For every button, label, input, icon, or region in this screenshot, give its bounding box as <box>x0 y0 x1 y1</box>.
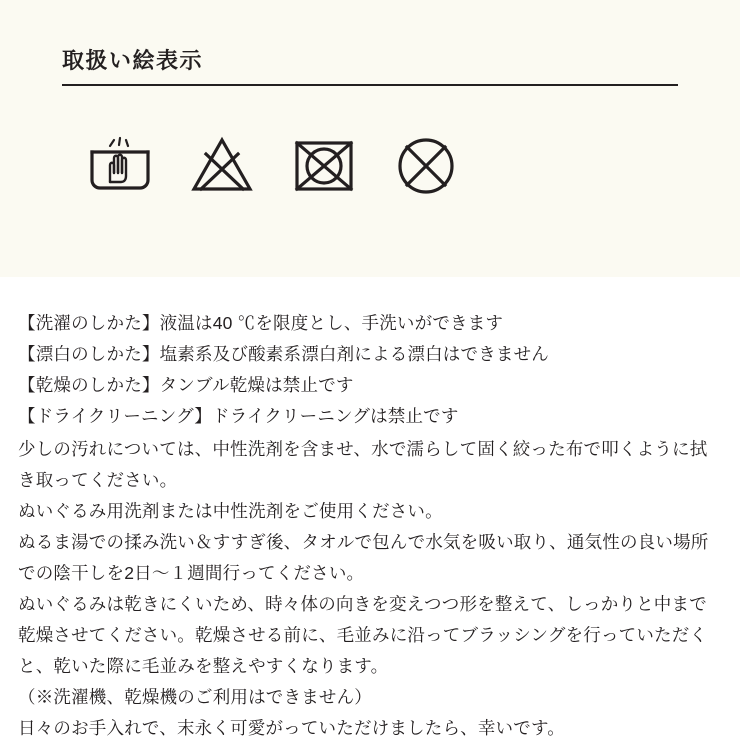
note-paragraph: ぬいぐるみは乾きにくいため、時々体の向きを変えつつ形を整えて、しっかりと中まで乾燥させてください。乾燥させる前に、毛並みに沿ってブラッシングを行っていただくと、乾いた際に毛並みを整えやすくなります。 <box>18 594 708 676</box>
instruction-list <box>18 308 724 432</box>
care-symbol-row <box>86 132 460 200</box>
care-symbols-panel <box>0 0 740 277</box>
note-paragraph: （※洗濯機、乾燥機のご利用はできません） <box>18 687 372 707</box>
note-paragraph: 少しの汚れについては、中性洗剤を含ませ、水で濡らして固く絞った布で叩くように拭き取ってください。 <box>18 439 708 490</box>
note-paragraph: ぬいぐるみ用洗剤または中性洗剤をご使用ください。 <box>18 501 443 521</box>
no-bleach-icon <box>188 132 256 200</box>
hand-wash-icon <box>86 132 154 200</box>
page-title: 取扱い絵表示 <box>62 48 204 73</box>
care-title-block <box>62 48 678 86</box>
care-notes <box>18 434 724 744</box>
instruction-item: 【乾燥のしかた】タンブル乾燥は禁止です <box>18 375 354 395</box>
note-paragraph: 日々のお手入れで、末永く可愛がっていただけましたら、幸いです。 <box>18 718 565 738</box>
note-paragraph: ぬるま湯での揉み洗い＆すすぎ後、タオルで包んで水気を吸い取り、通気性の良い場所での陰干しを2日〜１週間行ってください。 <box>18 532 709 583</box>
title-underline <box>62 84 678 86</box>
instruction-item: 【洗濯のしかた】液温は40 ℃を限度とし、手洗いができます <box>18 313 504 333</box>
no-dry-clean-icon <box>392 132 460 200</box>
no-tumble-dry-icon <box>290 132 358 200</box>
instruction-item: 【ドライクリーニング】ドライクリーニングは禁止です <box>18 406 459 426</box>
instruction-item: 【漂白のしかた】塩素系及び酸素系漂白剤による漂白はできません <box>18 344 549 364</box>
